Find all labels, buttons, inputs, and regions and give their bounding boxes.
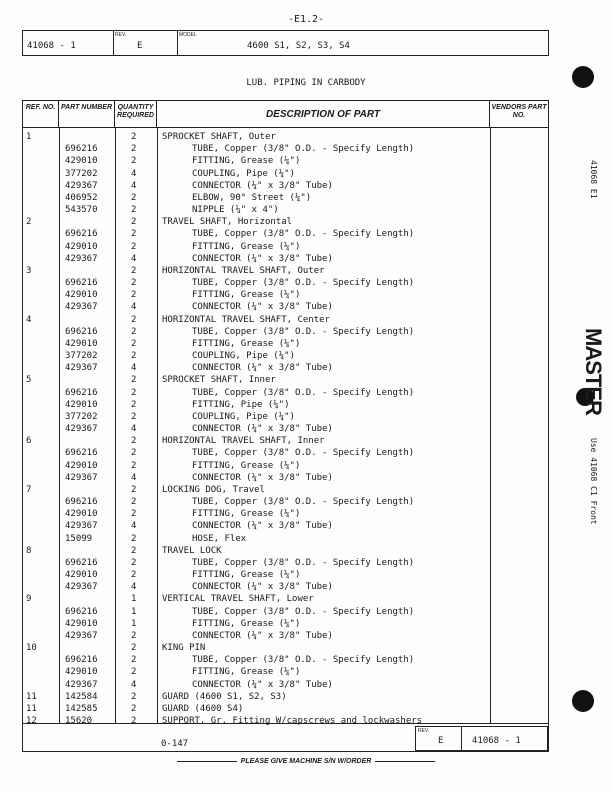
table-row: [23, 485, 548, 496]
description-cell: TUBE, Copper (3/8" O.D. - Specify Length): [192, 278, 415, 289]
quantity-cell: 4: [131, 253, 137, 264]
description-cell: CONNECTOR (¼" x 3/8" Tube): [192, 424, 333, 435]
quantity-cell: 2: [131, 265, 137, 276]
table-row: [23, 692, 548, 703]
footer-part-number: 41068 - 1: [472, 736, 521, 746]
table-row: [23, 132, 548, 143]
quantity-cell: 4: [131, 363, 137, 374]
description-cell: FITTING, Grease (¼"): [192, 338, 301, 349]
part-number-cell: 142584: [65, 691, 98, 702]
table-row: [23, 546, 548, 557]
table-row: [23, 363, 548, 374]
ref-cell: 9: [26, 594, 32, 605]
section-title: LUB. PIPING IN CARBODY: [246, 78, 366, 88]
table-row: [23, 631, 548, 642]
description-cell: HORIZONTAL TRAVEL SHAFT, Outer: [162, 265, 325, 276]
header-divider: [23, 127, 548, 128]
col-qty-header: QUANTITY REQUIRED: [115, 101, 157, 127]
quantity-cell: 2: [131, 278, 137, 289]
ref-cell: 8: [26, 545, 32, 556]
quantity-cell: 2: [131, 156, 137, 167]
description-cell: CONNECTOR (¼" x 3/8" Tube): [192, 582, 333, 593]
table-row: [23, 643, 548, 654]
table-row: [23, 509, 548, 520]
description-cell: FITTING, Grease (¼"): [192, 460, 301, 471]
col-part-header: PART NUMBER: [59, 101, 115, 127]
description-cell: TUBE, Copper (3/8" O.D. - Specify Length): [192, 387, 415, 398]
header-part-cell: [23, 31, 114, 55]
table-row: [23, 315, 548, 326]
table-row: [23, 229, 548, 240]
description-cell: CONNECTOR (¼" x 3/8" Tube): [192, 180, 333, 191]
quantity-cell: 2: [131, 387, 137, 398]
quantity-cell: 2: [131, 314, 137, 325]
part-number-cell: 15099: [65, 533, 93, 544]
ref-cell: 3: [26, 265, 32, 276]
col-desc-header: DESCRIPTION OF PART: [157, 101, 490, 127]
parts-table: [22, 100, 549, 752]
part-number-cell: 429010: [65, 667, 98, 678]
table-row: [23, 667, 548, 678]
part-number-cell: 696216: [65, 448, 98, 459]
quantity-cell: 2: [131, 484, 137, 495]
part-number-cell: 429010: [65, 570, 98, 581]
table-row: [23, 400, 548, 411]
part-number-cell: 696216: [65, 278, 98, 289]
description-cell: TUBE, Copper (3/8" O.D. - Specify Length): [192, 497, 415, 508]
part-number-cell: 406952: [65, 192, 98, 203]
description-cell: GUARD (4600 S4): [162, 703, 244, 714]
table-row: [23, 619, 548, 630]
quantity-cell: 2: [131, 326, 137, 337]
part-number-cell: 429010: [65, 399, 98, 410]
part-number-cell: 696216: [65, 387, 98, 398]
table-row: [23, 217, 548, 228]
quantity-cell: 2: [131, 217, 137, 228]
description-cell: TUBE, Copper (3/8" O.D. - Specify Length): [192, 606, 415, 617]
table-row: [23, 193, 548, 204]
table-row: [23, 266, 548, 277]
quantity-cell: 4: [131, 180, 137, 191]
description-cell: HORIZONTAL TRAVEL SHAFT, Center: [162, 314, 330, 325]
quantity-cell: 4: [131, 521, 137, 532]
table-row: [23, 290, 548, 301]
quantity-cell: 2: [131, 570, 137, 581]
header-model: 4600 S1, S2, S3, S4: [247, 41, 350, 51]
table-row: [23, 388, 548, 399]
description-cell: SPROCKET SHAFT, Outer: [162, 132, 276, 142]
table-row: [23, 448, 548, 459]
description-cell: CONNECTOR (¼" x 3/8" Tube): [192, 521, 333, 532]
table-row: [23, 144, 548, 155]
description-cell: TUBE, Copper (3/8" O.D. - Specify Length): [192, 448, 415, 459]
quantity-cell: 2: [131, 205, 137, 216]
header-rev-label: REV.: [115, 32, 127, 38]
table-row: [23, 680, 548, 691]
side-note-bottom: Use 41068 C1 Front: [589, 438, 598, 525]
quantity-cell: 4: [131, 424, 137, 435]
ref-cell: 12: [26, 716, 37, 727]
quantity-cell: 2: [131, 630, 137, 641]
part-number-cell: 429010: [65, 460, 98, 471]
footer-rev: E: [438, 736, 444, 746]
header-model-cell: [177, 31, 547, 55]
quantity-cell: 2: [131, 643, 137, 654]
table-row: [23, 558, 548, 569]
table-row: [23, 594, 548, 605]
header-part-number: 41068 - 1: [27, 41, 76, 51]
quantity-cell: 2: [131, 351, 137, 362]
table-row: [23, 327, 548, 338]
quantity-cell: 2: [131, 460, 137, 471]
footer-code: 0-147: [161, 739, 189, 749]
quantity-cell: 2: [131, 338, 137, 349]
part-number-cell: 15620: [65, 716, 93, 727]
description-cell: VERTICAL TRAVEL SHAFT, Lower: [162, 594, 314, 605]
description-cell: FITTING, Grease (¼"): [192, 241, 301, 252]
quantity-cell: 2: [131, 533, 137, 544]
part-number-cell: 696216: [65, 229, 98, 240]
description-cell: HOSE, Flex: [192, 533, 247, 544]
quantity-cell: 2: [131, 436, 137, 447]
ref-cell: 7: [26, 484, 32, 495]
ref-cell: 10: [26, 643, 37, 654]
quantity-cell: 2: [131, 241, 137, 252]
part-number-cell: 429367: [65, 472, 98, 483]
description-cell: CONNECTOR (¼" x 3/8" Tube): [192, 472, 333, 483]
description-cell: CONNECTOR (¼" x 3/8" Tube): [192, 363, 333, 374]
quantity-cell: 2: [131, 667, 137, 678]
master-stamp: MASTER: [581, 328, 606, 415]
table-row: [23, 473, 548, 484]
part-number-cell: 429367: [65, 679, 98, 690]
table-row: [23, 242, 548, 253]
description-cell: ELBOW, 90° Street (¼"): [192, 192, 312, 203]
table-row: [23, 254, 548, 265]
quantity-cell: 2: [131, 229, 137, 240]
description-cell: TUBE, Copper (3/8" O.D. - Specify Length): [192, 557, 415, 568]
description-cell: COUPLING, Pipe (¼"): [192, 411, 295, 422]
table-row: [23, 278, 548, 289]
part-number-cell: 429367: [65, 582, 98, 593]
quantity-cell: 1: [131, 594, 137, 605]
quantity-cell: 4: [131, 302, 137, 313]
description-cell: CONNECTOR (¼" x 3/8" Tube): [192, 679, 333, 690]
punch-hole-icon: [572, 690, 594, 712]
table-row: [23, 704, 548, 715]
ref-cell: 1: [26, 132, 32, 142]
part-number-cell: 429010: [65, 290, 98, 301]
ref-cell: 11: [26, 691, 37, 702]
page-number: -E1.2-: [287, 14, 325, 25]
quantity-cell: 2: [131, 545, 137, 556]
quantity-cell: 2: [131, 557, 137, 568]
table-row: [23, 302, 548, 313]
ref-cell: 2: [26, 217, 32, 228]
quantity-cell: 2: [131, 509, 137, 520]
description-cell: LOCKING DOG, Travel: [162, 484, 265, 495]
part-number-cell: 377202: [65, 168, 98, 179]
part-number-cell: 429010: [65, 156, 98, 167]
col-vendor-header: VENDORS PART NO.: [491, 104, 547, 119]
description-cell: SUPPORT, Gr. Fitting W/capscrews and lockwashers: [162, 716, 423, 727]
table-row: [23, 570, 548, 581]
description-cell: NIPPLE (¼" x 4"): [192, 205, 279, 216]
part-number-cell: 377202: [65, 411, 98, 422]
description-cell: TRAVEL LOCK: [162, 545, 222, 556]
quantity-cell: 2: [131, 290, 137, 301]
table-row: [23, 424, 548, 435]
part-number-cell: 696216: [65, 144, 98, 155]
quantity-cell: 2: [131, 497, 137, 508]
ref-cell: 5: [26, 375, 32, 386]
part-number-cell: 696216: [65, 557, 98, 568]
part-number-cell: 429367: [65, 253, 98, 264]
footer-part-cell: [462, 726, 548, 751]
table-row: [23, 436, 548, 447]
quantity-cell: 2: [131, 703, 137, 714]
quantity-cell: 4: [131, 472, 137, 483]
part-number-cell: 429367: [65, 424, 98, 435]
quantity-cell: 2: [131, 192, 137, 203]
description-cell: GUARD (4600 S1, S2, S3): [162, 691, 287, 702]
description-cell: FITTING, Grease (¼"): [192, 618, 301, 629]
quantity-cell: 4: [131, 168, 137, 179]
quantity-cell: 2: [131, 448, 137, 459]
description-cell: FITTING, Grease (¼"): [192, 667, 301, 678]
part-number-cell: 142585: [65, 703, 98, 714]
part-number-cell: 377202: [65, 351, 98, 362]
table-row: [23, 534, 548, 545]
table-row: [23, 181, 548, 192]
quantity-cell: 1: [131, 606, 137, 617]
quantity-cell: 4: [131, 679, 137, 690]
part-number-cell: 429367: [65, 521, 98, 532]
part-number-cell: 429367: [65, 302, 98, 313]
table-row: [23, 351, 548, 362]
header-rev-cell: [113, 31, 178, 55]
quantity-cell: 2: [131, 144, 137, 155]
punch-hole-icon: [572, 66, 594, 88]
description-cell: COUPLING, Pipe (¼"): [192, 351, 295, 362]
description-cell: FITTING, Pipe (¼"): [192, 399, 290, 410]
description-cell: COUPLING, Pipe (¼"): [192, 168, 295, 179]
table-row: [23, 607, 548, 618]
part-number-cell: 429367: [65, 180, 98, 191]
bottom-note: PLEASE GIVE MACHINE S/N W/ORDER: [0, 758, 612, 765]
table-row: [23, 655, 548, 666]
description-cell: CONNECTOR (¼" x 3/8" Tube): [192, 253, 333, 264]
part-number-cell: 696216: [65, 606, 98, 617]
description-cell: HORIZONTAL TRAVEL SHAFT, Inner: [162, 436, 325, 447]
part-number-cell: 696216: [65, 497, 98, 508]
description-cell: TUBE, Copper (3/8" O.D. - Specify Length): [192, 229, 415, 240]
table-row: [23, 169, 548, 180]
side-note-top: 41068 E1: [589, 160, 598, 199]
description-cell: TUBE, Copper (3/8" O.D. - Specify Length): [192, 326, 415, 337]
description-cell: CONNECTOR (¼" x 3/8" Tube): [192, 630, 333, 641]
description-cell: TUBE, Copper (3/8" O.D. - Specify Length): [192, 144, 415, 155]
table-row: [23, 497, 548, 508]
description-cell: KING PIN: [162, 643, 206, 654]
footer-divider: [23, 723, 548, 724]
table-row: [23, 375, 548, 386]
description-cell: CONNECTOR (¼" x 3/8" Tube): [192, 302, 333, 313]
col-ref-header: REF. NO.: [23, 101, 59, 127]
table-row: [23, 205, 548, 216]
quantity-cell: 2: [131, 691, 137, 702]
table-row: [23, 582, 548, 593]
quantity-cell: 2: [131, 132, 137, 142]
description-cell: FITTING, Grease (¼"): [192, 290, 301, 301]
part-number-cell: 429367: [65, 630, 98, 641]
table-row: [23, 412, 548, 423]
part-number-cell: 429010: [65, 241, 98, 252]
table-row: [23, 461, 548, 472]
table-row: [23, 339, 548, 350]
ref-cell: 4: [26, 314, 32, 325]
quantity-cell: 1: [131, 618, 137, 629]
description-cell: FITTING, Grease (¼"): [192, 509, 301, 520]
part-number-cell: 543570: [65, 205, 98, 216]
header-model-label: MODEL: [179, 32, 197, 38]
part-number-cell: 429010: [65, 338, 98, 349]
quantity-cell: 2: [131, 375, 137, 386]
part-number-cell: 696216: [65, 326, 98, 337]
quantity-cell: 2: [131, 655, 137, 666]
header-rev: E: [137, 41, 143, 51]
ref-cell: 6: [26, 436, 32, 447]
part-number-cell: 429010: [65, 509, 98, 520]
description-cell: TUBE, Copper (3/8" O.D. - Specify Length): [192, 655, 415, 666]
table-row: [23, 156, 548, 167]
part-number-cell: 429367: [65, 363, 98, 374]
footer-rev-cell: [415, 726, 462, 751]
footer-rev-label: REV.: [418, 728, 430, 734]
quantity-cell: 4: [131, 582, 137, 593]
description-cell: SPROCKET SHAFT, Inner: [162, 375, 276, 386]
quantity-cell: 2: [131, 716, 137, 727]
description-cell: TRAVEL SHAFT, Horizontal: [162, 217, 293, 228]
table-row: [23, 521, 548, 532]
description-cell: FITTING, Grease (¼"): [192, 570, 301, 581]
header-box: [22, 30, 549, 56]
description-cell: FITTING, Grease (¼"): [192, 156, 301, 167]
part-number-cell: 696216: [65, 655, 98, 666]
part-number-cell: 429010: [65, 618, 98, 629]
ref-cell: 11: [26, 703, 37, 714]
quantity-cell: 2: [131, 399, 137, 410]
quantity-cell: 2: [131, 411, 137, 422]
